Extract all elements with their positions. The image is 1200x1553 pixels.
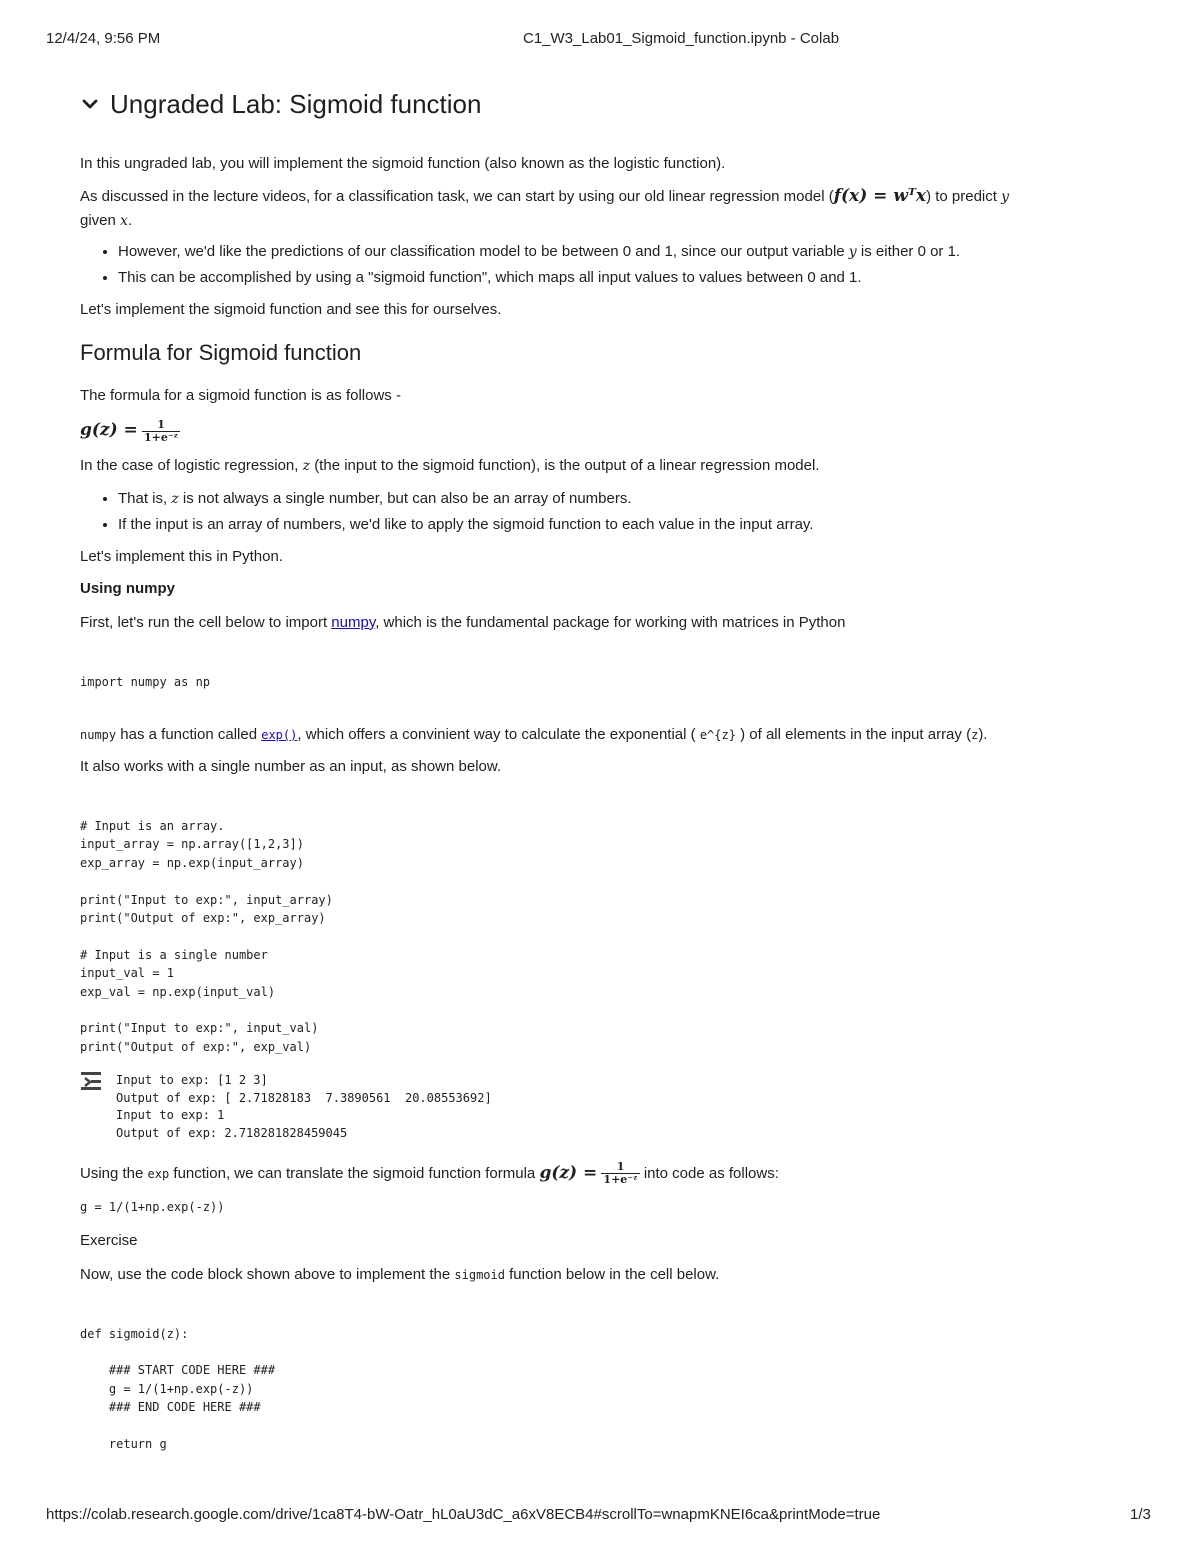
inline-code-sigmoid: sigmoid [454, 1267, 505, 1282]
math-numerator: 1 [142, 419, 180, 432]
exercise-heading: Exercise [80, 1231, 138, 1249]
numpy-paragraph-1 [80, 611, 1080, 635]
print-page-number: 1/3 [1130, 1506, 1151, 1523]
print-url: https://colab.research.google.com/drive/1ca8T4-bW-Oatr_hL0aU3dC_a6xV8ECB4#scrollTo=wnapmKNEI6ca&printMode=true [46, 1506, 881, 1523]
intro-paragraph-2 [80, 184, 1080, 233]
intro-paragraph-3: Let's implement the sigmoid function and see this for ourselves. [80, 301, 502, 318]
text: In the case of logistic regression, [80, 456, 299, 474]
formula-bullets [80, 486, 1080, 537]
math-var-y: y [848, 244, 857, 260]
inline-code-numpy: numpy [80, 727, 117, 742]
math-fraction [142, 419, 180, 444]
math-var-z: z [302, 457, 311, 474]
math-var-x: x [120, 213, 128, 229]
text: That is, [118, 489, 168, 507]
text: , which is the fundamental package for working with matrices in Python [375, 613, 846, 631]
math-var-y: y [1001, 189, 1010, 205]
numpy-paragraph-2 [80, 723, 1080, 747]
math-g-of-z: g(z) = [539, 1162, 598, 1183]
exp-link[interactable]: exp() [261, 727, 298, 742]
text: First, let's run the cell below to import [80, 613, 328, 631]
notebook-content [80, 82, 1080, 1453]
translate-paragraph [80, 1161, 1080, 1187]
text: , which offers a convinient way to calculate the exponential ( [297, 725, 696, 743]
exercise-paragraph [80, 1263, 1080, 1287]
code-cell-output [80, 1072, 1080, 1142]
list-item: • If the input is an array of numbers, we'd like to apply the sigmoid function to each value in the input array. [118, 512, 1080, 537]
math-fraction [601, 1161, 639, 1186]
text: ) to predict [926, 188, 997, 205]
text: Now, use the code block shown above to implement the [80, 1265, 451, 1283]
numpy-link[interactable]: numpy [331, 613, 376, 631]
formula-equation [80, 418, 1080, 444]
text: (the input to the sigmoid function), is the output of a linear regression model. [314, 456, 820, 474]
text: ) of all elements in the input array ( [740, 725, 972, 743]
math-g-of-z: g(z) = [80, 420, 138, 440]
list-item [118, 486, 1080, 512]
text: function, we can translate the sigmoid function formula [173, 1164, 536, 1182]
list-item: • This can be accomplished by using a "sigmoid function", which maps all input values to values between 0 and 1. [118, 265, 1080, 290]
formula-paragraph-3: Let's implement this in Python. [80, 547, 283, 565]
print-title: C1_W3_Lab01_Sigmoid_function.ipynb - Colab [523, 30, 840, 47]
math-linear-model: f(x) = wᵀx [833, 186, 927, 206]
math-var-z: z [171, 490, 179, 507]
numpy-paragraph-3: It also works with a single number as an input, as shown below. [80, 757, 502, 775]
print-datetime: 12/4/24, 9:56 PM [46, 30, 161, 47]
text: function below in the cell below. [509, 1265, 720, 1283]
text: is either 0 or 1. [860, 243, 961, 260]
code-cell-sigmoid[interactable]: def sigmoid(z): ### START CODE HERE ### g = 1/(1+np.exp(-z)) ### END CODE HERE ### return g [80, 1326, 276, 1451]
output-text: Input to exp: [1 2 3] Output of exp: [ 2.71828183 7.3890561 20.08553692] Input to exp: 1 Output of exp: 2.718281828459045 [116, 1073, 492, 1140]
text: is not always a single number, but can also be an array of numbers. [182, 489, 632, 507]
code-cell-import[interactable]: import numpy as np [80, 674, 211, 689]
numpy-heading: Using numpy [80, 579, 176, 597]
formula-paragraph-2 [80, 454, 1080, 478]
inline-code-exponential: e^{z} [699, 727, 736, 742]
intro-bullets [80, 239, 1080, 290]
text: However, we'd like the predictions of our classification model to be between 0 and 1, since our output variable [118, 243, 845, 260]
list-item [118, 239, 1080, 265]
section-header[interactable] [80, 82, 1080, 126]
text: has a function called [120, 725, 258, 743]
text: into code as follows: [643, 1164, 779, 1182]
section-title: Ungraded Lab: Sigmoid function [110, 88, 482, 119]
text: Using the [80, 1164, 144, 1182]
inline-code-block: g = 1/(1+np.exp(-z)) [80, 1200, 225, 1215]
code-cell-exp[interactable]: # Input is an array. input_array = np.array([1,2,3]) exp_array = np.exp(input_array) print("Input to exp:", input_array) print("Output of exp:", exp_array) # Input is a single number input_val = 1 exp_val = np.exp(input_val) print("Input to exp:", input_val) print("Output of exp:", exp_val) [80, 818, 333, 1054]
text: ). [978, 725, 988, 743]
math-denominator: 1+e⁻ᶻ [603, 1173, 638, 1187]
output-toggle-icon[interactable] [80, 1070, 102, 1092]
text: As discussed in the lecture videos, for a classification task, we can start by using our old linear regression model ( [80, 188, 834, 205]
text: . [127, 212, 133, 229]
formula-paragraph-1: The formula for a sigmoid function is as follows - [80, 387, 401, 404]
inline-code-z: z [971, 727, 979, 742]
math-denominator: 1+e⁻ᶻ [143, 430, 179, 444]
chevron-down-icon[interactable] [80, 94, 100, 114]
formula-heading: Formula for Sigmoid function [80, 340, 362, 365]
inline-code-exp: exp [147, 1166, 170, 1181]
text: given [80, 212, 116, 229]
intro-paragraph-1: In this ungraded lab, you will implement the sigmoid function (also known as the logistic function). [80, 155, 726, 172]
math-numerator: 1 [601, 1161, 639, 1174]
